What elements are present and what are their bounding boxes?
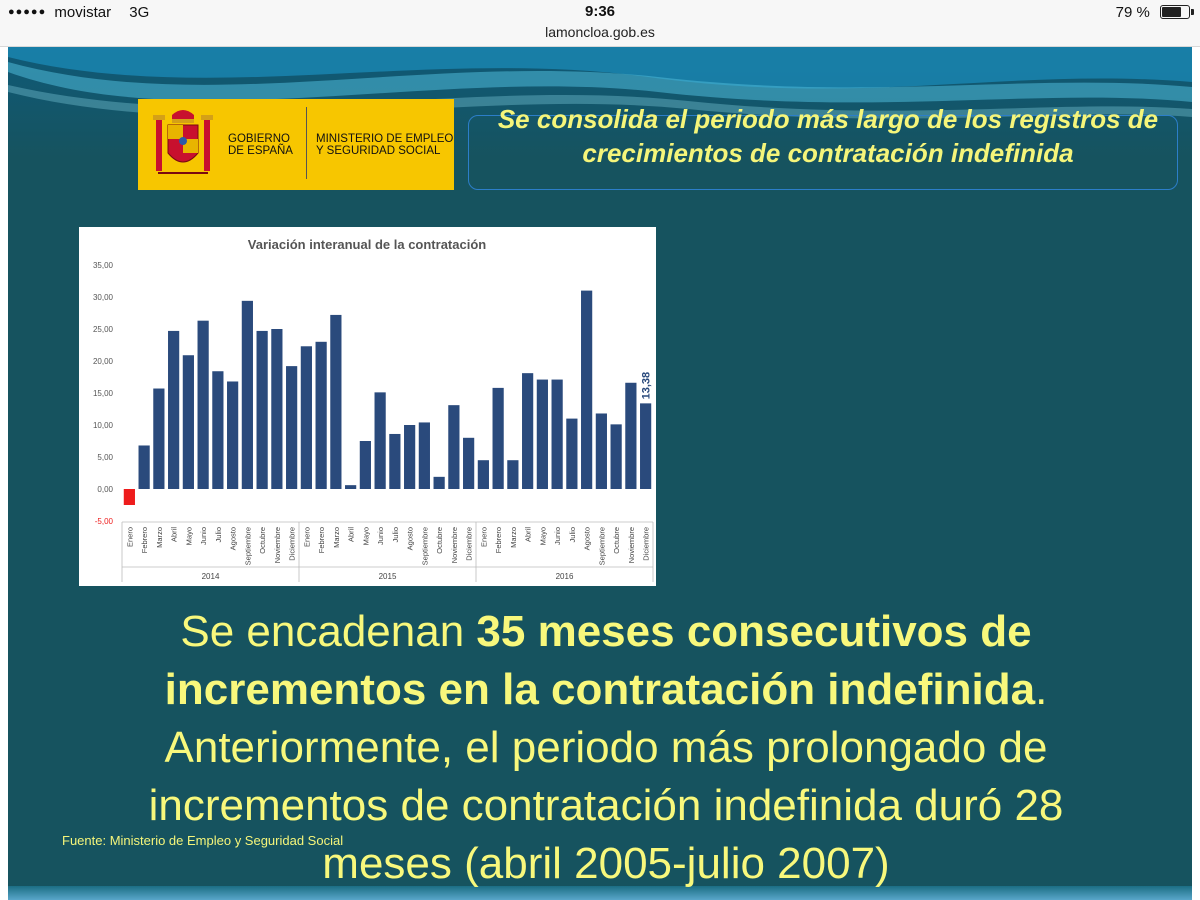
year-label: 2015	[378, 572, 397, 581]
bar	[478, 460, 489, 489]
x-tick-label: Julio	[390, 527, 400, 543]
bar	[227, 381, 238, 489]
x-tick-label: Junio	[553, 527, 563, 545]
x-tick-label: Enero	[302, 527, 312, 548]
bar	[257, 331, 268, 489]
bar	[330, 315, 341, 489]
y-tick-label: 10,00	[92, 421, 113, 430]
bar	[301, 346, 312, 489]
bar	[640, 403, 651, 489]
bar	[448, 405, 459, 489]
bar	[316, 342, 327, 489]
x-tick-label: Marzo	[508, 527, 518, 548]
bar	[345, 485, 356, 489]
x-tick-label: Septiembre	[420, 527, 430, 566]
x-tick-label: Marzo	[154, 527, 164, 548]
bar	[493, 388, 504, 489]
source-note: Fuente: Ministerio de Empleo y Seguridad Social	[62, 833, 344, 848]
x-tick-label: Abril	[346, 527, 356, 543]
bar	[124, 489, 135, 505]
chart-panel	[79, 227, 656, 586]
x-tick-label: Diciembre	[464, 527, 474, 561]
bar	[522, 373, 533, 489]
bar	[242, 301, 253, 489]
x-tick-label: Mayo	[361, 527, 371, 546]
x-tick-label: Julio	[567, 527, 577, 543]
government-logo	[138, 99, 454, 190]
y-tick-label: 0,00	[97, 485, 113, 494]
year-label: 2016	[555, 572, 574, 581]
bar	[360, 441, 371, 489]
bar	[596, 413, 607, 489]
bar	[375, 392, 386, 489]
bar	[552, 380, 563, 489]
coat-of-arms-icon	[150, 105, 216, 183]
y-tick-label: 25,00	[92, 325, 113, 334]
x-tick-label: Diciembre	[287, 527, 297, 561]
battery-percentage: 79 %	[1115, 4, 1150, 21]
x-tick-label: Noviembre	[626, 527, 636, 564]
headline: Se consolida el periodo más largo de los registros de crecimientos de contratación indefinida	[497, 104, 1159, 168]
year-label: 2014	[201, 572, 220, 581]
carrier-name: movistar	[54, 4, 112, 21]
bar	[198, 321, 209, 489]
bar	[507, 460, 518, 489]
bar	[434, 477, 445, 489]
y-tick-label: 20,00	[92, 357, 113, 366]
bar	[404, 425, 415, 489]
y-tick-label: 15,00	[92, 389, 113, 398]
statement-line-5: meses (abril 2005-julio 2007)	[322, 839, 890, 888]
bar	[581, 291, 592, 489]
statement-line-4: incrementos de contratación indefinida duró 28	[148, 781, 1064, 830]
data-label: 13,38	[640, 371, 653, 400]
statement-line-2: incrementos en la contratación indefinida.	[164, 665, 1048, 714]
slide	[8, 47, 1192, 900]
x-tick-label: Mayo	[184, 527, 194, 546]
status-right	[1116, 4, 1190, 21]
x-tick-label: Noviembre	[449, 527, 459, 564]
y-tick-label: 30,00	[92, 293, 113, 302]
bar	[212, 371, 223, 489]
x-tick-label: Febrero	[494, 527, 504, 554]
x-tick-label: Enero	[479, 527, 489, 548]
statement-line-1: Se encadenan 35 meses consecutivos de	[180, 607, 1032, 656]
statement-line-3: Anteriormente, el periodo más prolongado de	[164, 723, 1048, 772]
x-tick-label: Junio	[199, 527, 209, 545]
x-tick-label: Agosto	[405, 527, 415, 551]
bar	[168, 331, 179, 489]
signal-strength-icon: ●●●●●	[8, 6, 47, 18]
x-tick-label: Febrero	[140, 527, 150, 554]
status-bar	[0, 0, 1200, 47]
x-tick-label: Agosto	[582, 527, 592, 551]
clock: 9:36	[584, 3, 616, 20]
bar-chart	[79, 227, 656, 586]
bar	[611, 424, 622, 489]
bar	[271, 329, 282, 489]
bar	[389, 434, 400, 489]
logo-ministry-text: MINISTERIO DE EMPLEO Y SEGURIDAD SOCIAL	[316, 133, 454, 157]
x-tick-label: Septiembre	[243, 527, 253, 566]
network-type: 3G	[129, 4, 150, 21]
x-tick-label: Julio	[213, 527, 223, 543]
bar	[463, 438, 474, 489]
x-tick-label: Marzo	[331, 527, 341, 548]
x-tick-label: Abril	[169, 527, 179, 543]
y-tick-label: -5,00	[94, 517, 113, 526]
chart-title: Variación interanual de la contratación	[247, 237, 487, 252]
x-tick-label: Febrero	[317, 527, 327, 554]
address-bar-url[interactable]: lamoncloa.gob.es	[545, 24, 655, 40]
bar	[139, 445, 150, 489]
x-tick-label: Abril	[523, 527, 533, 543]
main-statement	[56, 603, 1156, 893]
x-tick-label: Septiembre	[597, 527, 607, 566]
x-tick-label: Diciembre	[641, 527, 651, 561]
x-tick-label: Junio	[376, 527, 386, 545]
y-tick-label: 5,00	[97, 453, 113, 462]
x-tick-label: Enero	[125, 527, 135, 548]
battery-icon	[1160, 5, 1190, 19]
bar	[183, 355, 194, 489]
x-tick-label: Noviembre	[272, 527, 282, 564]
bar	[537, 380, 548, 489]
bar	[286, 366, 297, 489]
bar	[566, 419, 577, 489]
battery-fill	[1162, 7, 1181, 17]
x-tick-label: Agosto	[228, 527, 238, 551]
bar	[419, 422, 430, 489]
y-tick-label: 35,00	[92, 261, 113, 270]
bar	[153, 389, 164, 489]
x-tick-label: Mayo	[538, 527, 548, 546]
x-tick-label: Octubre	[435, 527, 445, 554]
x-tick-label: Octubre	[258, 527, 268, 554]
bar	[625, 383, 636, 489]
logo-government-text: GOBIERNO DE ESPAÑA	[228, 133, 293, 157]
x-tick-label: Octubre	[612, 527, 622, 554]
